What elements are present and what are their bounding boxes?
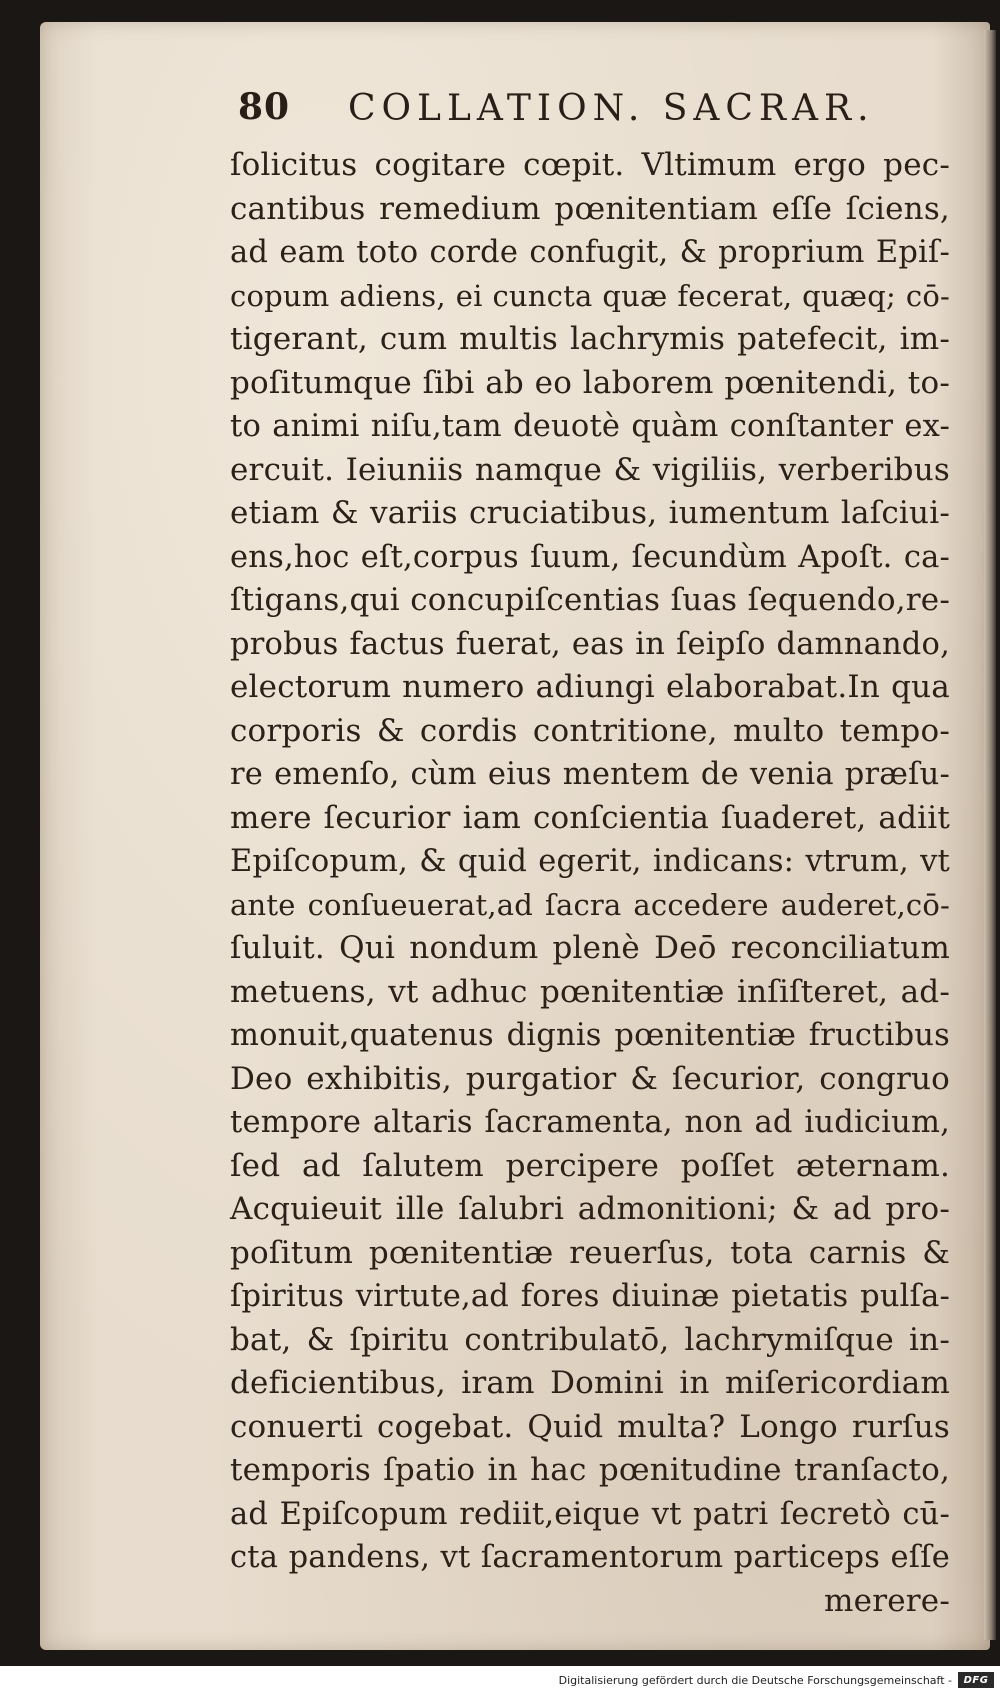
text-line: ſed ad ſalutem percipere poſſet æternam. <box>230 1147 950 1184</box>
footer-bar <box>0 1666 1000 1698</box>
running-title: COLLATION. SACRAR. <box>348 88 875 129</box>
text-line: ad eam toto corde confugit, & proprium Epiſ- <box>230 235 950 270</box>
text-line: metuens, vt adhuc pœnitentiæ inſiſteret, ad- <box>230 973 950 1010</box>
text-line: cantibus remedium pœnitentiam eſſe ſciens, <box>230 190 950 227</box>
text-line: Acquieuit ille ſalubri admonitioni; & ad pro- <box>230 1191 950 1227</box>
text-line: deficientibus, iram Domini in miſericordiam <box>230 1365 950 1401</box>
text-line: mere ſecurior iam conſcientia ſuaderet, adiit <box>230 799 950 836</box>
text-line: bat, & ſpiritu contribulatō, lachrymiſque in- <box>230 1321 950 1358</box>
text-line: re emenſo, cùm eius mentem de venia præſu- <box>230 757 950 792</box>
text-line: ſolicitus cogitare cœpit. Vltimum ergo pec- <box>230 147 950 183</box>
text-line: ante conſueuerat,ad ſacra accedere auderet,cō- <box>230 887 950 922</box>
text-line: tempore altaris ſacramenta, non ad iudicium, <box>230 1105 950 1140</box>
text-line: Epiſcopum, & quid egerit, indicans: vtrum, vt <box>230 844 950 879</box>
dfg-logo: DFG <box>958 1672 994 1688</box>
page-edge <box>984 30 996 1640</box>
text-line: copum adiens, ei cuncta quæ fecerat, quæq; cō- <box>230 278 950 313</box>
text-line: poſitum pœnitentiæ reuerſus, tota carnis & <box>230 1234 950 1271</box>
text-line: monuit,quatenus dignis pœnitentiæ fructibus <box>230 1018 950 1053</box>
footer-credit: Digitalisierung gefördert durch die Deutsche Forschungsgemeinschaft - <box>558 1674 952 1687</box>
text-line: ſuluit. Qui nondum plenè Deō reconciliatum <box>230 930 950 966</box>
text-line: probus factus fuerat, eas in ſeipſo damnando, <box>230 626 950 662</box>
text-line: cta pandens, vt ſacramentorum particeps eſſe <box>230 1540 950 1575</box>
text-line: conuerti cogebat. Quid multa? Longo rurſus <box>230 1408 950 1445</box>
text-line: ercuit. Ieiuniis namque & vigiliis, verberibus <box>230 451 950 488</box>
text-line: ſpiritus virtute,ad fores diuinæ pietatis pulſa- <box>230 1279 950 1314</box>
text-line: temporis ſpatio in hac pœnitudine tranſacto, <box>230 1452 950 1488</box>
text-line: ſtigans,qui concupiſcentias ſuas ſequendo,re- <box>230 582 950 618</box>
text-line: poſitumque ſibi ab eo laborem pœnitendi, to- <box>230 364 950 401</box>
text-line: merere- <box>824 1582 950 1619</box>
text-line: etiam & variis cruciatibus, iumentum laſciui- <box>230 495 950 531</box>
body-text <box>230 144 950 1623</box>
text-line: Deo exhibitis, purgatior & ſecurior, congruo <box>230 1060 950 1097</box>
text-line: ad Epiſcopum rediit,eique vt patri ſecretò cū- <box>230 1496 950 1532</box>
text-line: electorum numero adiungi elaborabat.In qua <box>230 669 950 705</box>
text-line: ens,hoc eſt,corpus ſuum, ſecundùm Apoſt. ca- <box>230 539 950 575</box>
page-number: 80 <box>238 86 291 128</box>
text-line: corporis & cordis contritione, multo tempo- <box>230 712 950 749</box>
text-line: to animi niſu,tam deuotè quàm conſtanter ex- <box>230 409 950 444</box>
text-line: tigerant, cum multis lachrymis patefecit, im- <box>230 321 950 357</box>
page-header <box>238 86 878 136</box>
